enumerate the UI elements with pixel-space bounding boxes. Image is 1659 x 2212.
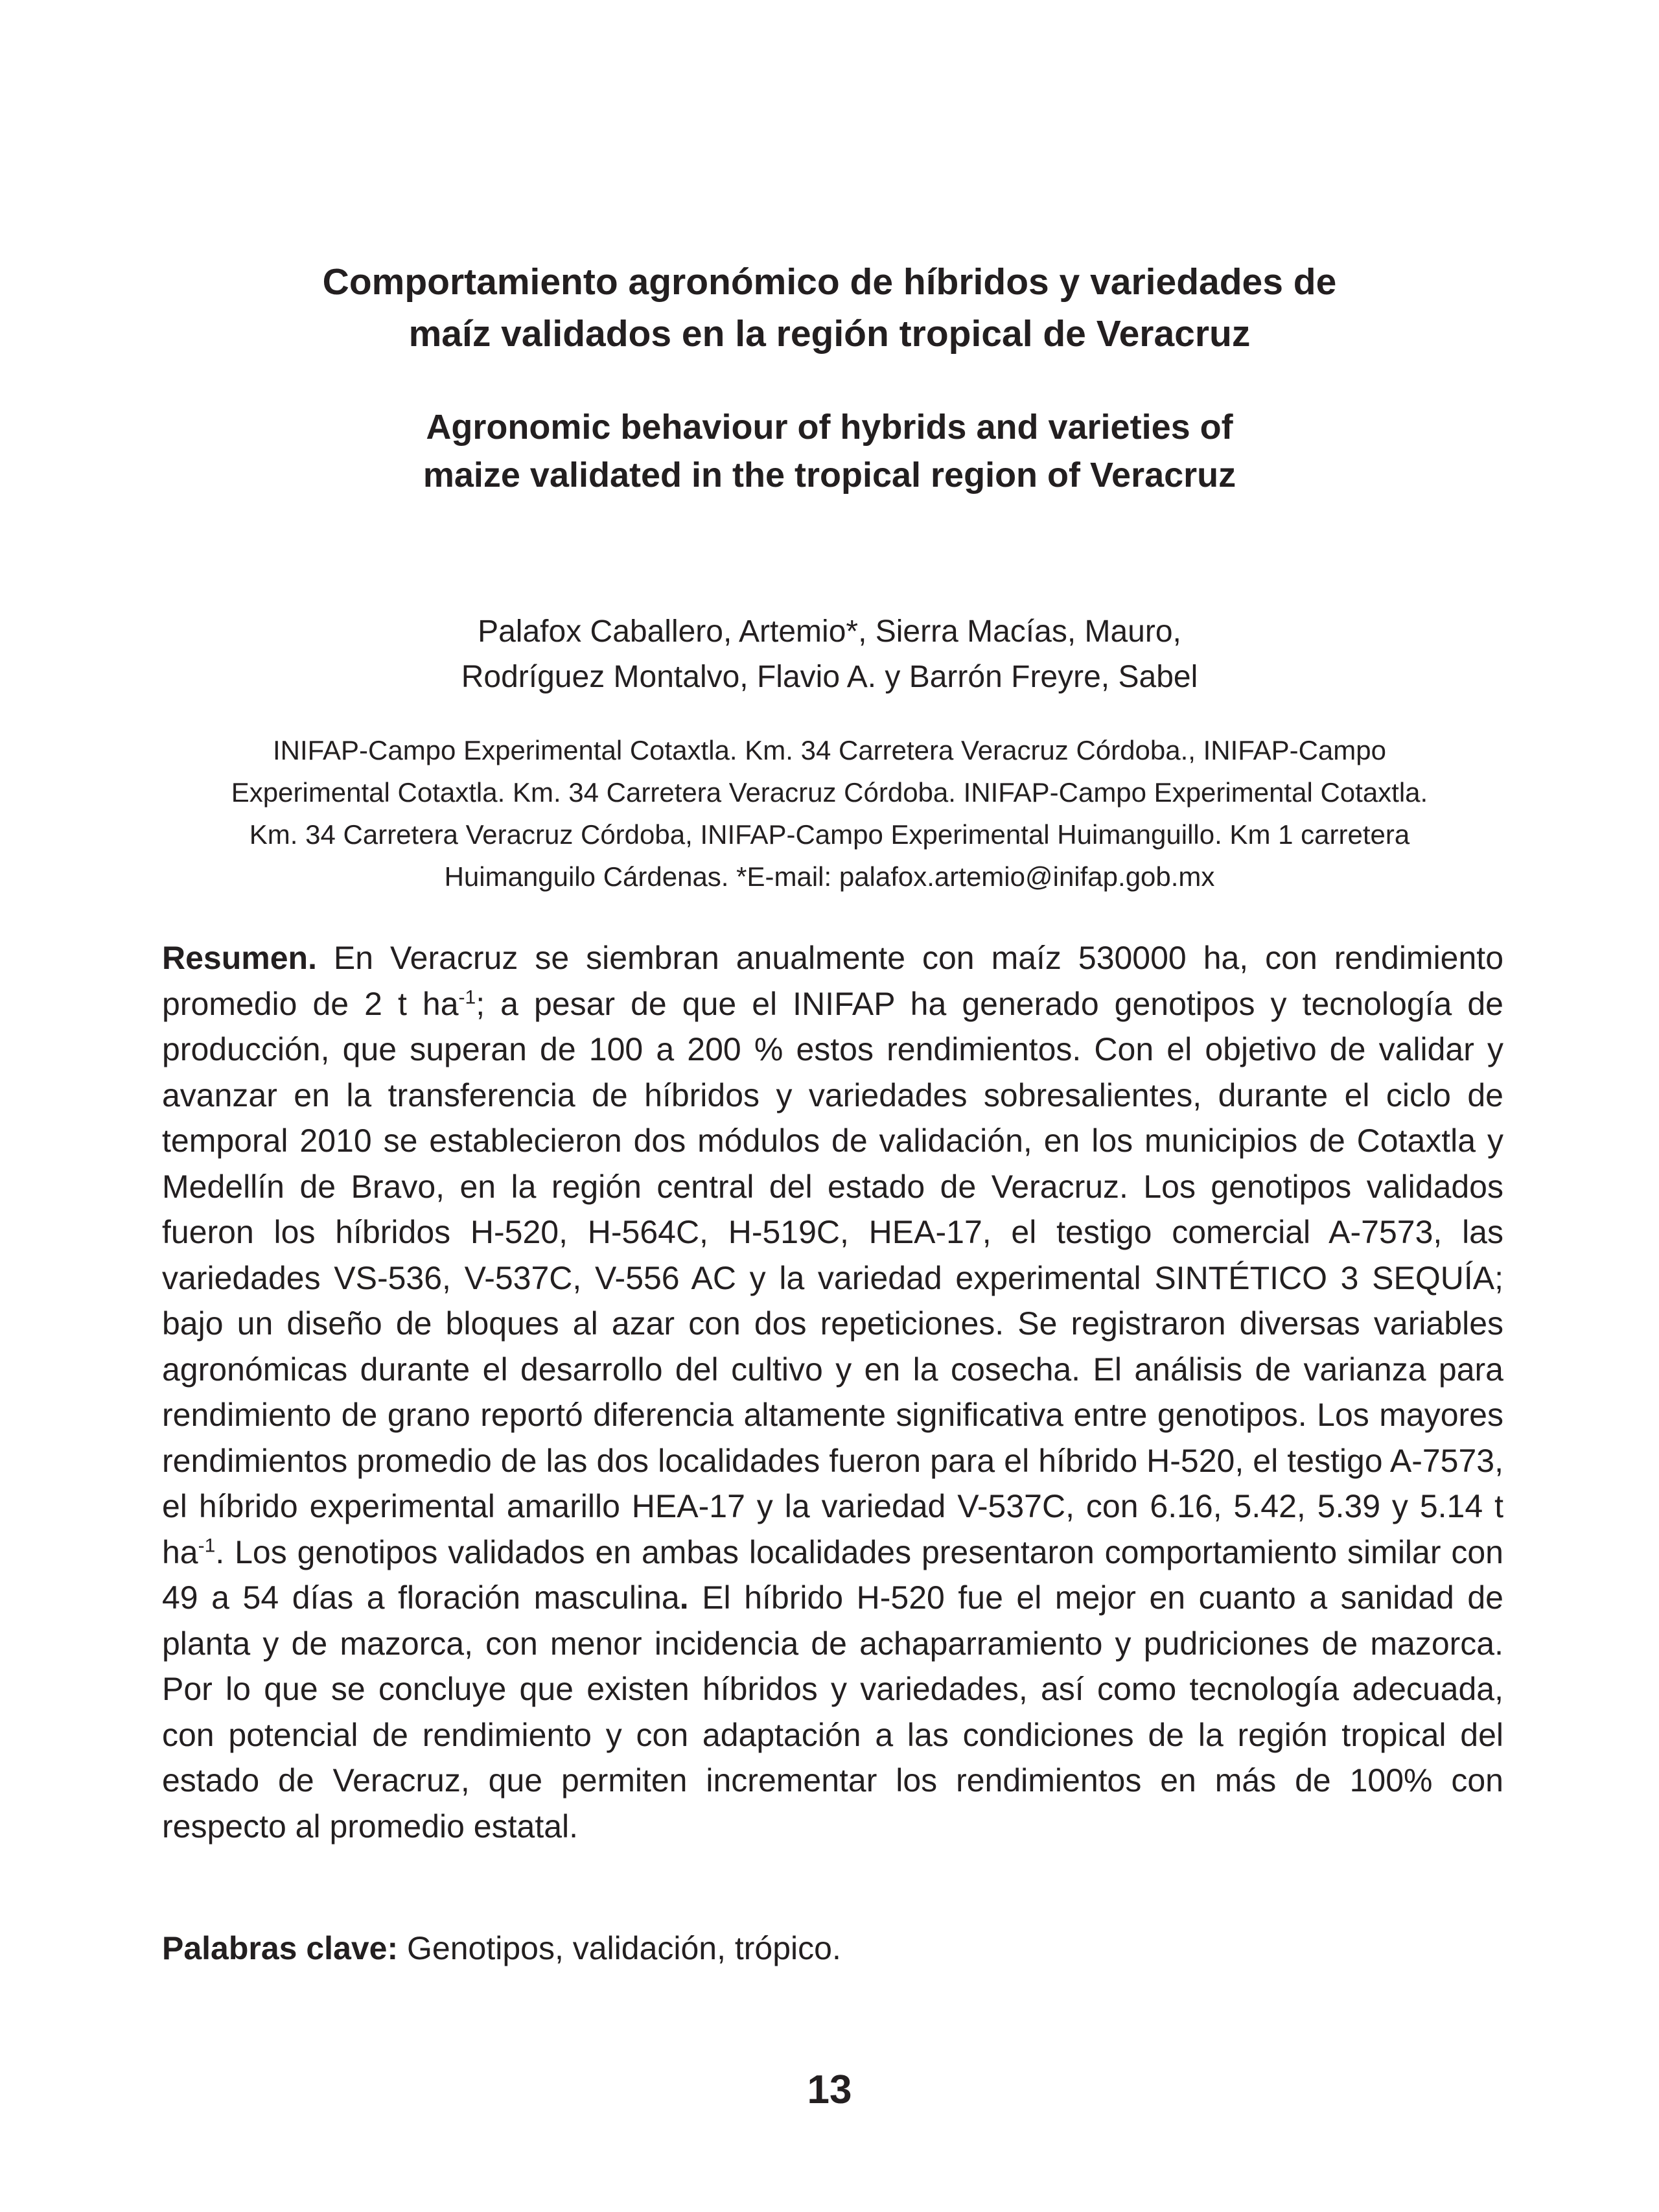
affiliation-line-1: INIFAP-Campo Experimental Cotaxtla. Km. 34 Carretera Veracruz Córdoba., INIFAP-Campo [272,735,1386,765]
abstract-text-part-4: El híbrido H-520 fue el mejor en cuanto a sanidad de planta y de mazorca, con menor incidencia de achaparramiento y pudriciones de mazorca. Por lo que se concluye que existen híbridos y variedades, así como tecnología adecuada, con potencial de rendimiento y con adaptación a las condiciones de la región tropical del estado de Veracruz, que permiten incrementar los rendimientos en más de 100% con respecto al promedio estatal. [162,1579,1503,1845]
page-number: 13 [807,2067,852,2112]
abstract-label: Resumen. [162,940,317,976]
spanish-title-line-1: Comportamiento agronómico de híbridos y variedades de [322,261,1337,303]
author-line-2: Rodríguez Montalvo, Flavio A. y Barrón Freyre, Sabel [461,660,1198,694]
abstract-text-part-1: En Veracruz se siembran anualmente con maíz 530000 ha, con rendimiento promedio de 2 t ha [162,940,1503,1022]
author-line-1: Palafox Caballero, Artemio*, Sierra Macías, Mauro, [478,614,1181,649]
keywords-text: Genotipos, validación, trópico. [398,1930,841,1966]
abstract-bold-period: . [679,1579,689,1616]
keywords-line [162,1926,1503,1971]
affiliation-line-3: Km. 34 Carretera Veracruz Córdoba, INIFAP-Campo Experimental Huimanguillo. Km 1 carretera [249,819,1410,850]
english-title-line-2: maize validated in the tropical region of Veracruz [423,456,1236,495]
english-title [162,403,1497,499]
keywords-label: Palabras clave: [162,1930,399,1966]
author-list [162,609,1497,700]
spanish-title-line-2: maíz validados en la región tropical de Veracruz [408,313,1251,355]
spanish-title [162,256,1497,360]
abstract-paragraph [162,935,1503,1849]
abstract-text-part-2: ; a pesar de que el INIFAP ha generado genotipos y tecnología de producción, que superan de 100 a 200 % estos rendimientos. Con el objetivo de validar y avanzar en la transferencia de híbridos y variedades sobresalientes, durante el ciclo de temporal 2010 se establecieron dos módulos de validación, en los municipios de Cotaxtla y Medellín de Bravo, en la región central del estado de Veracruz. Los genotipos validados fueron los híbridos H-520, H-564C, H-519C, HEA-17, el testigo comercial A-7573, las variedades VS-536, V-537C, V-556 AC y la variedad experimental SINTÉTICO 3 SEQUÍA; bajo un diseño de bloques al azar con dos repeticiones. Se registraron diversas variables agronómicas durante el desarrollo del cultivo y en la cosecha. El análisis de varianza para rendimiento de grano reportó diferencia altamente significativa entre genotipos. Los mayores rendimientos promedio de las dos localidades fueron para el híbrido H-520, el testigo A-7573, el híbrido experimental amarillo HEA-17 y la variedad V-537C, con 6.16, 5.42, 5.39 y 5.14 t ha [162,985,1503,1570]
affiliation-block [175,729,1484,898]
unit-superscript-1: -1 [458,986,476,1008]
english-title-line-1: Agronomic behaviour of hybrids and varieties of [426,408,1233,447]
affiliation-line-4: Huimanguilo Cárdenas. *E-mail: palafox.artemio@inifap.gob.mx [444,861,1215,892]
affiliation-line-2: Experimental Cotaxtla. Km. 34 Carretera Veracruz Córdoba. INIFAP-Campo Experimental Cotaxtla. [231,777,1428,808]
abstract-text-part-3: . Los genotipos validados en ambas localidades presentaron comportamiento similar con 49 a 54 días a floración masculina [162,1533,1503,1616]
unit-superscript-2: -1 [198,1534,216,1556]
